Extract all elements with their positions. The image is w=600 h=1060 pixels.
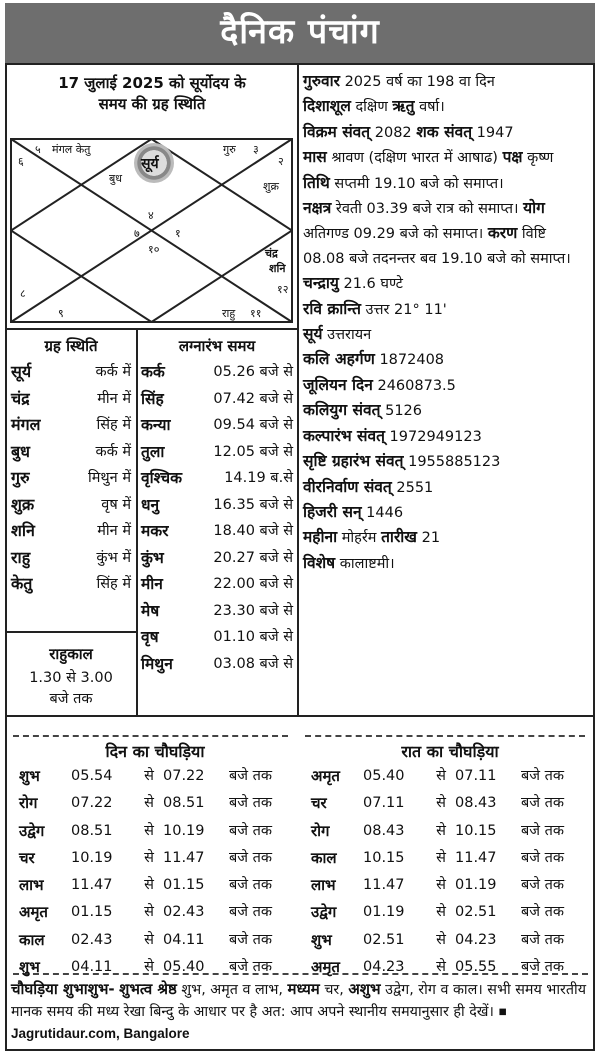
choghadiya-suffix: बजे तक	[521, 959, 565, 976]
graha-planet: सूर्य	[11, 362, 32, 381]
choghadiya-start: 05.40	[363, 768, 405, 784]
choghadiya-row	[19, 872, 272, 899]
choghadiya-start: 07.22	[71, 795, 113, 812]
choghadiya-end: 08.51	[163, 795, 205, 812]
lagna-row	[141, 651, 293, 678]
info-kaliyug: कलियुग संवत् 5126	[303, 401, 422, 420]
lagna-rashi: कुंभ	[141, 548, 164, 567]
planet-chandra: चंद्र	[265, 247, 278, 260]
rahukaal-heading: राहुकाल	[49, 645, 93, 663]
choghadiya-row	[19, 790, 272, 817]
lagna-time: 20.27 बजे से	[213, 549, 293, 566]
house-8-number: ८	[20, 287, 26, 300]
graha-row	[11, 465, 131, 492]
choghadiya-end: 04.23	[455, 931, 497, 948]
choghadiya-end: 07.11	[455, 768, 497, 784]
top-vertical-divider	[297, 63, 299, 715]
choghadiya-start: 08.51	[71, 822, 113, 839]
lagna-rashi: कन्या	[141, 416, 171, 434]
choghadiya-row	[311, 927, 564, 954]
graha-row	[11, 518, 131, 545]
rahukaal-divider	[5, 631, 136, 633]
graha-sign: सिंह में	[96, 576, 131, 592]
house-7-number: ७	[134, 227, 140, 240]
graha-sign: वृष में	[101, 496, 131, 513]
choghadiya-se: से	[144, 877, 154, 894]
choghadiya-end: 04.11	[163, 931, 205, 948]
choghadiya-name: उद्वेग	[19, 821, 45, 840]
house-1-number: १	[175, 227, 181, 240]
lagna-row	[141, 439, 293, 466]
choghadiya-name: काल	[19, 930, 45, 949]
choghadiya-se: से	[144, 768, 154, 784]
choghadiya-suffix: बजे तक	[521, 768, 565, 784]
info-ravikranti: रवि क्रान्ति उत्तर 21° 11'	[303, 299, 447, 318]
graha-sign: सिंह में	[96, 417, 131, 433]
graha-planet: बुध	[11, 441, 30, 461]
choghadiya-name: लाभ	[19, 876, 44, 895]
lagna-row	[141, 624, 293, 651]
lagna-time: 01.10 बजे से	[213, 629, 293, 645]
info-kali: कलि अहर्गण 1872408	[303, 350, 445, 369]
choghadiya-name: अमृत	[19, 903, 48, 922]
graha-row	[11, 386, 131, 413]
info-mahina: महीना मोहर्रम तारीख 21	[303, 528, 441, 547]
choghadiya-name: चर	[19, 848, 35, 867]
graha-row	[11, 359, 131, 386]
choghadiya-end: 11.47	[455, 849, 497, 866]
choghadiya-se: से	[436, 959, 446, 976]
house-3-number: ३	[253, 143, 259, 156]
house-9-number: ९	[58, 307, 64, 320]
rahukaal-time-block	[9, 668, 133, 710]
choghadiya-name: चर	[311, 794, 327, 813]
lagna-time: 09.54 बजे से	[213, 417, 293, 433]
choghadiya-name: अमृत	[311, 958, 340, 977]
choghadiya-start: 11.47	[71, 877, 113, 894]
graha-row	[11, 412, 131, 439]
choghadiya-se: से	[436, 877, 446, 894]
info-hijri: हिजरी सन् 1446	[303, 502, 404, 521]
planet-budh: बुध	[109, 172, 123, 185]
choghadiya-end: 10.15	[455, 822, 497, 839]
raat-dash-line	[305, 735, 585, 737]
choghadiya-suffix: बजे तक	[521, 877, 565, 894]
choghadiya-row	[311, 899, 564, 926]
info-surya: सूर्य उत्तरायन	[303, 325, 372, 344]
choghadiya-suffix: बजे तक	[521, 849, 565, 866]
lagna-time: 22.00 बजे से	[213, 576, 293, 592]
planet-guru: गुरु	[223, 143, 236, 156]
house-4-number: ४	[148, 209, 154, 222]
choghadiya-row	[311, 818, 564, 845]
page-title: दैनिक पंचांग	[5, 3, 595, 63]
planet-mangal-ketu: मंगल केतु	[52, 143, 91, 156]
house-5-number: ५	[35, 143, 41, 156]
choghadiya-suffix: बजे तक	[521, 904, 565, 921]
graha-sign: कुंभ में	[96, 549, 131, 566]
website-credit: ■ Jagrutidaur.com, Bangalore	[11, 1004, 507, 1041]
lagna-time: 14.19 ब.से	[224, 470, 293, 486]
lagna-row	[141, 412, 293, 439]
choghadiya-row	[311, 845, 564, 872]
lagna-row	[141, 386, 293, 413]
lagna-rashi: कर्क	[141, 363, 165, 381]
lagna-time: 23.30 बजे से	[213, 602, 293, 619]
choghadiya-suffix: बजे तक	[229, 849, 273, 866]
lagna-time: 07.42 बजे से	[213, 390, 293, 407]
planet-shukra: शुक्र	[263, 180, 279, 193]
choghadiya-se: से	[144, 822, 154, 839]
lagna-time: 18.40 बजे से	[213, 523, 293, 539]
din-choghadiya-heading: दिन का चौघड़िया	[105, 742, 205, 761]
choghadiya-suffix: बजे तक	[229, 959, 273, 976]
choghadiya-se: से	[436, 768, 446, 784]
graha-planet: शनि	[11, 521, 35, 540]
choghadiya-name: अमृत	[311, 767, 340, 785]
choghadiya-end: 07.22	[163, 768, 205, 784]
choghadiya-suffix: बजे तक	[229, 795, 273, 812]
choghadiya-start: 01.19	[363, 904, 405, 921]
choghadiya-end: 10.19	[163, 822, 205, 839]
choghadiya-end: 08.43	[455, 795, 497, 812]
lagna-rashi: सिंह	[141, 389, 164, 408]
graha-row	[11, 439, 131, 466]
choghadiya-row	[311, 790, 564, 817]
choghadiya-end: 01.15	[163, 877, 205, 894]
lagna-row	[141, 359, 293, 386]
choghadiya-end: 05.55	[455, 959, 497, 976]
info-samvat: विक्रम संवत् 2082 शक संवत् 1947	[303, 122, 514, 141]
graha-planet: चंद्र	[11, 388, 30, 408]
lagna-row	[141, 598, 293, 625]
lagna-rashi: धनु	[141, 495, 160, 514]
choghadiya-se: से	[144, 849, 154, 866]
lagna-row	[141, 571, 293, 598]
info-chandrayu: चन्द्रायु 21.6 घण्टे	[303, 274, 403, 293]
graha-row	[11, 492, 131, 519]
choghadiya-start: 02.43	[71, 931, 113, 948]
choghadiya-suffix: बजे तक	[229, 931, 273, 948]
choghadiya-start: 04.23	[363, 959, 405, 976]
lagna-row	[141, 518, 293, 545]
kundali-chart	[10, 138, 293, 323]
choghadiya-end: 11.47	[163, 849, 205, 866]
lagna-time: 16.35 बजे से	[213, 496, 293, 513]
choghadiya-suffix: बजे तक	[229, 904, 273, 921]
lagna-rashi: वृश्चिक	[141, 469, 182, 487]
lagnarambh-list	[141, 359, 293, 677]
graha-planet: राहु	[11, 547, 31, 567]
choghadiya-start: 02.51	[363, 931, 405, 948]
choghadiya-start: 10.19	[71, 849, 113, 866]
info-veer: वीरनिर्वाण संवत् 2551	[303, 477, 434, 496]
din-choghadiya-list	[19, 763, 272, 981]
lagna-time: 12.05 बजे से	[213, 443, 293, 460]
panchang-info	[303, 69, 589, 576]
choghadiya-row	[311, 763, 564, 790]
choghadiya-name: काल	[311, 848, 337, 867]
info-julian: जूलियन दिन 2460873.5	[303, 375, 456, 394]
choghadiya-suffix: बजे तक	[521, 795, 565, 812]
panchang-page	[5, 3, 595, 1053]
raat-choghadiya-heading: रात का चौघड़िया	[401, 742, 499, 761]
house-10-number: १०	[148, 243, 160, 256]
info-tithi: तिथि सप्तमी 19.10 बजे को समाप्त।	[303, 173, 504, 192]
choghadiya-row	[19, 818, 272, 845]
choghadiya-start: 05.54	[71, 768, 113, 784]
raat-choghadiya-list	[311, 763, 564, 981]
choghadiya-name: उद्वेग	[311, 903, 337, 922]
graha-planet: शुक्र	[11, 494, 35, 514]
rahukaal-suffix: बजे तक	[49, 691, 93, 707]
graha-sign: मीन में	[97, 390, 131, 407]
lagna-rashi: मिथुन	[141, 654, 173, 673]
choghadiya-start: 08.43	[363, 822, 405, 839]
graha-sign: मिथुन में	[87, 470, 131, 486]
chart-heading-line2: समय की ग्रह स्थिति	[98, 95, 206, 113]
house-6-number: ६	[18, 155, 24, 168]
lagna-rashi: मीन	[141, 575, 163, 593]
choghadiya-se: से	[436, 849, 446, 866]
choghadiya-row	[19, 899, 272, 926]
choghadiya-row	[19, 845, 272, 872]
lagna-rashi: मेष	[141, 601, 160, 620]
graha-planet: मंगल	[11, 415, 41, 434]
choghadiya-start: 11.47	[363, 877, 405, 894]
lagna-rashi: मकर	[141, 522, 169, 540]
choghadiya-name: रोग	[19, 794, 38, 813]
rahukaal-time: 1.30 से 3.00	[29, 670, 113, 686]
choghadiya-name: शुभ	[19, 958, 40, 977]
lagnarambh-heading: लग्नारंभ समय	[178, 337, 256, 355]
choghadiya-name: शुभ	[311, 930, 332, 949]
lagna-rashi: तुला	[141, 442, 165, 461]
choghadiya-row	[311, 872, 564, 899]
choghadiya-suffix: बजे तक	[229, 822, 273, 839]
choghadiya-row	[19, 927, 272, 954]
choghadiya-se: से	[144, 959, 154, 976]
info-dishashool: दिशाशूल दक्षिण ऋतु वर्षा।	[303, 97, 445, 116]
lagna-row	[141, 545, 293, 572]
choghadiya-end: 05.40	[163, 959, 205, 976]
choghadiya-se: से	[144, 904, 154, 921]
graha-sign: कर्क में	[95, 443, 131, 460]
house-11-number: ११	[250, 307, 262, 320]
house-12-number: १२	[277, 283, 289, 296]
info-guruvar: गुरुवार 2025 वर्ष का 198 वा दिन	[303, 72, 495, 90]
graha-sthiti-list	[11, 359, 131, 598]
choghadiya-end: 02.43	[163, 904, 205, 921]
choghadiya-start: 07.11	[363, 795, 405, 812]
choghadiya-se: से	[144, 931, 154, 948]
choghadiya-se: से	[436, 822, 446, 839]
graha-sign: मीन में	[97, 523, 131, 539]
choghadiya-suffix: बजे तक	[229, 877, 273, 894]
lagna-row	[141, 492, 293, 519]
info-maas: मास श्रावण (दक्षिण भारत में आषाढ) पक्ष कृष्ण	[303, 148, 554, 167]
planet-surya: सूर्य	[141, 156, 159, 172]
choghadiya-suffix: बजे तक	[521, 931, 565, 948]
choghadiya-se: से	[436, 795, 446, 812]
left-vertical-divider	[136, 328, 138, 715]
lagna-time: 05.26 बजे से	[213, 364, 293, 380]
choghadiya-row	[19, 763, 272, 790]
din-dash-line	[13, 735, 288, 737]
planet-rahu: राहु	[222, 307, 236, 320]
choghadiya-start: 04.11	[71, 959, 113, 976]
chart-heading-line1: 17 जुलाई 2025 को सूर्योदय के	[58, 74, 246, 92]
lagna-time: 03.08 बजे से	[213, 655, 293, 672]
graha-row	[11, 545, 131, 572]
graha-row	[11, 571, 131, 598]
chart-bottom-divider	[5, 328, 297, 330]
choghadiya-start: 01.15	[71, 904, 113, 921]
choghadiya-name: लाभ	[311, 876, 336, 895]
choghadiya-se: से	[144, 795, 154, 812]
choghadiya-end: 01.19	[455, 877, 497, 894]
graha-planet: केतु	[11, 574, 33, 593]
choghadiya-end: 02.51	[455, 904, 497, 921]
mid-horizontal-divider	[5, 715, 595, 717]
choghadiya-se: से	[436, 904, 446, 921]
lagna-row	[141, 465, 293, 492]
choghadiya-suffix: बजे तक	[521, 822, 565, 839]
choghadiya-name: रोग	[311, 821, 330, 840]
choghadiya-name: शुभ	[19, 767, 40, 785]
graha-planet: गुरु	[11, 468, 30, 487]
graha-sign: कर्क में	[95, 364, 131, 380]
planet-shani: शनि	[269, 262, 286, 275]
choghadiya-start: 10.15	[363, 849, 405, 866]
house-2-number: २	[278, 155, 284, 168]
info-nakshatra: नक्षत्र रेवती 03.39 बजे रात्र को समाप्त। योग अतिगण्ड 09.29 बजे को समाप्त। करण विष्टि 08.08 बजे तदनन्तर बव 19.10 बजे को समाप्त।	[303, 199, 571, 267]
graha-sthiti-heading: ग्रह स्थिति	[44, 337, 98, 355]
choghadiya-suffix: बजे तक	[229, 768, 273, 784]
lagna-rashi: वृष	[141, 628, 159, 646]
footer-note: चौघड़िया शुभाशुभ- शुभत्व श्रेष्ठ शुभ, अमृत व लाभ, मध्यम चर, अशुभ उद्वेग, रोग व काल। सभी समय भारतीय मानक समय की मध्य रेखा बिन्दु के आधार पर है अत: आप अपने स्थानीय समयानुसार ही देखें। ■ Jagrutidaur.com, Bangalore	[11, 980, 587, 1041]
info-srishti: सृष्टि ग्रहारंभ संवत् 1955885123	[303, 452, 501, 471]
choghadiya-se: से	[436, 931, 446, 948]
info-vishesh: विशेष कालाष्टमी।	[303, 553, 395, 572]
info-kalparambh: कल्पारंभ संवत् 1972949123	[303, 426, 482, 445]
chart-heading	[9, 73, 295, 115]
